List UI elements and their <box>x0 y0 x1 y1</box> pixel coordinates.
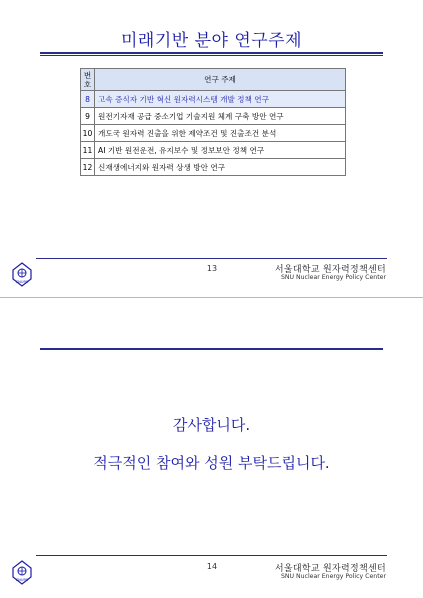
row-number: 11 <box>81 142 95 159</box>
row-topic: 신재생에너지와 원자력 상생 방안 연구 <box>95 159 346 176</box>
table-row <box>81 125 346 142</box>
snupc-emblem-icon <box>12 560 32 586</box>
page-number: 13 <box>206 264 218 273</box>
table-row <box>81 159 346 176</box>
row-topic: 원전기자재 공급 중소기업 기술지원 체계 구축 방안 연구 <box>95 108 346 125</box>
research-topics-table <box>80 68 346 176</box>
page-divider <box>0 297 423 298</box>
slide-13 <box>0 0 423 294</box>
footer-rule <box>36 555 387 556</box>
org-name-korean: 서울대학교 원자력정책센터 <box>274 564 386 574</box>
row-topic: AI 기반 원전운전, 유지보수 및 정보보안 정책 연구 <box>95 142 346 159</box>
table-header-row <box>81 69 346 91</box>
thanks-message: 감사합니다. <box>172 416 251 434</box>
request-message: 적극적인 참여와 성원 부탁드립니다. <box>93 454 330 472</box>
footer-rule <box>36 258 387 259</box>
title-rule <box>40 348 383 350</box>
org-name-english: SNU Nuclear Energy Policy Center <box>280 274 386 281</box>
table-row <box>81 142 346 159</box>
table-row <box>81 91 346 108</box>
org-name-english: SNU Nuclear Energy Policy Center <box>280 573 386 580</box>
org-name-korean: 서울대학교 원자력정책센터 <box>274 265 386 275</box>
row-number: 12 <box>81 159 95 176</box>
logo-text: SNUPC <box>15 280 29 284</box>
row-topic: 개도국 원자력 진출을 위한 제약조건 및 진출조건 분석 <box>95 125 346 142</box>
row-number: 9 <box>81 108 95 125</box>
row-number: 8 <box>81 91 95 108</box>
row-number: 10 <box>81 125 95 142</box>
page-number: 14 <box>206 562 218 571</box>
row-topic: 고속 증식자 기반 혁신 원자력시스템 개발 정책 연구 <box>95 91 346 108</box>
snupc-emblem-icon <box>12 262 32 288</box>
slide-title: 미래기반 분야 연구주제 <box>120 31 303 51</box>
title-rule <box>40 52 383 54</box>
logo-text: SNUPC <box>15 578 29 582</box>
header-topic: 연구 주제 <box>95 69 346 91</box>
slide-14 <box>0 304 423 598</box>
header-num: 번호 <box>81 69 95 91</box>
table-row <box>81 108 346 125</box>
title-rule-thin <box>40 55 383 56</box>
